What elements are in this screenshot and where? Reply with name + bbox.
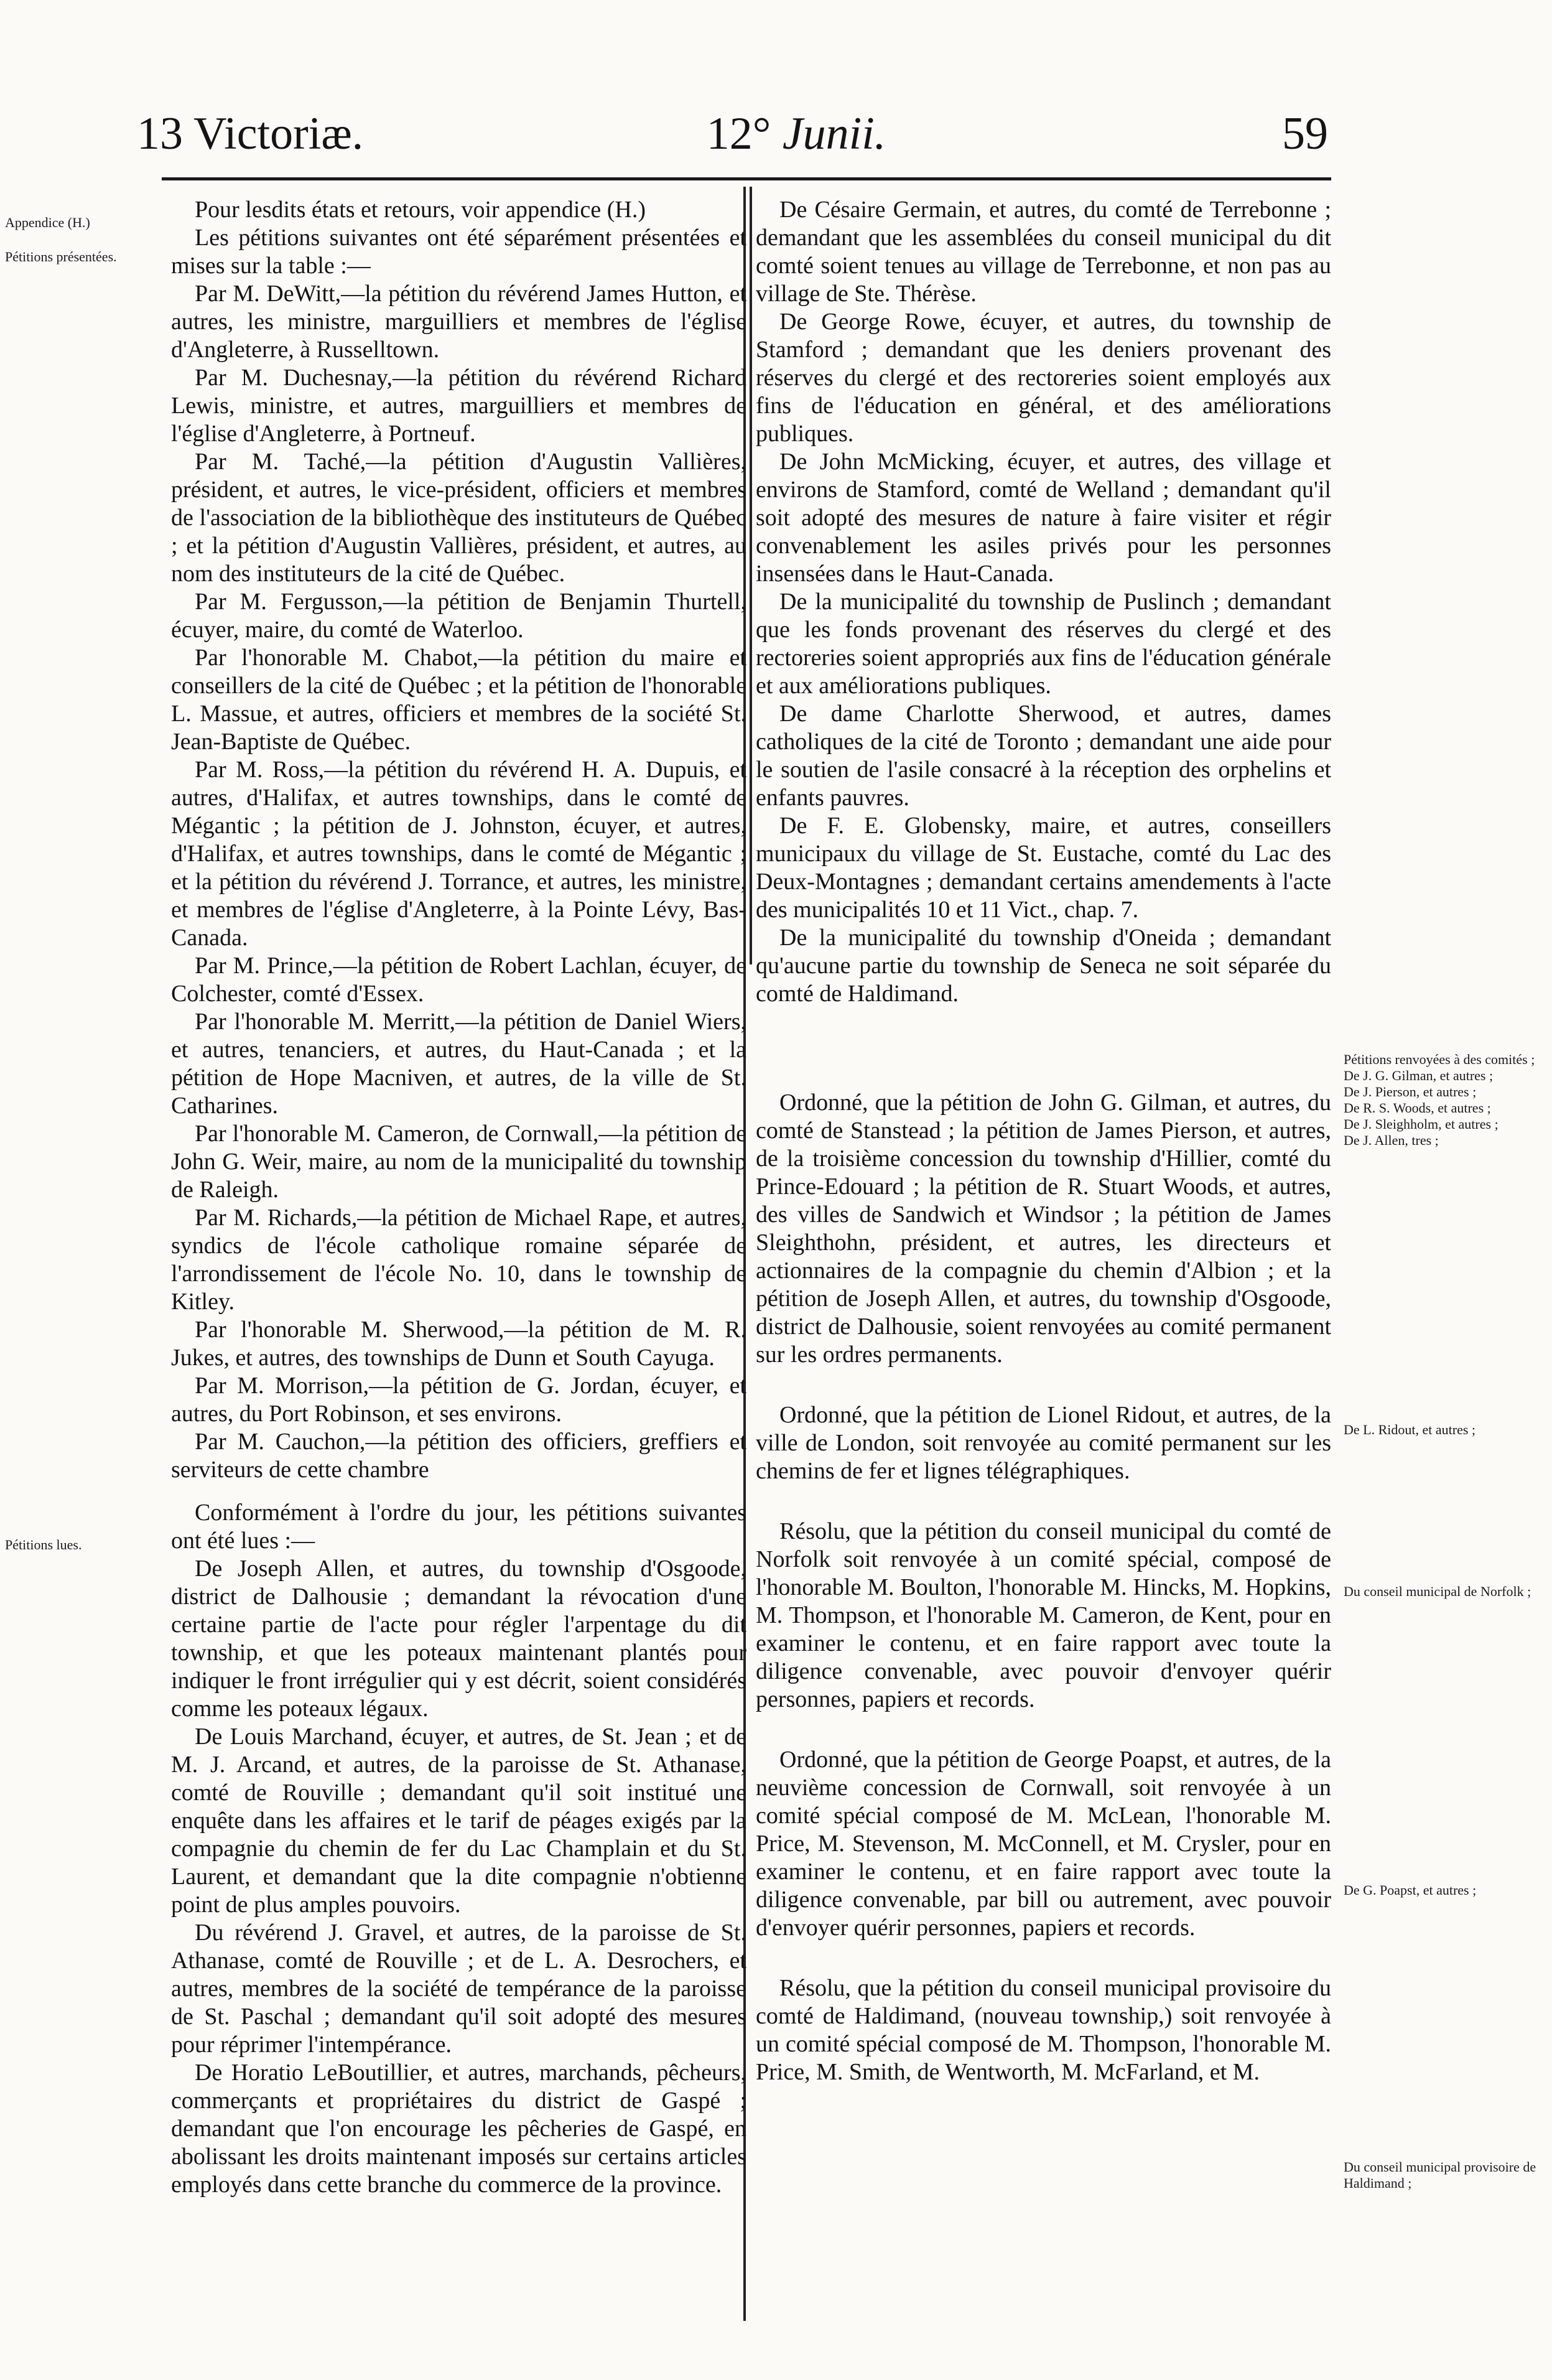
paragraph: Par M. Cauchon,—la pétition des officiers, greffiers et serviteurs de cette chambre — [171, 1429, 746, 1483]
margin-note-renvoyees — [1344, 1052, 1549, 1149]
paragraph: De la municipalité du township de Puslinch ; demandant que les fonds provenant des réserves du clergé et des rectoreries soient appropriés aux fins de l'éducation générale et aux améliorations publiques. — [756, 589, 1331, 699]
paragraph: Par l'honorable M. Merritt,—la pétition de Daniel Wiers, et autres, tenanciers, et autres, du Haut-Canada ; et la pétition de Hope Macniven, et autres, de la ville de St. Catharines. — [171, 1009, 746, 1119]
paragraph: Du révérend J. Gravel, et autres, de la paroisse de St. Athanase, comté de Rouville ; et de L. A. Desrochers, et autres, membres de la société de tempérance de la paroisse de St. Paschal ; demandant qu'il soit adopté des mesures pour réprimer l'intempérance. — [171, 1920, 746, 2058]
margin-note-appendice: Appendice (H.) — [5, 215, 90, 230]
margin-note-poapst: De G. Poapst, et autres ; — [1344, 1882, 1477, 1898]
paragraph: De la municipalité du township d'Oneida ; demandant qu'aucune partie du township de Seneca ne soit séparée du comté de Haldimand. — [756, 925, 1331, 1007]
paragraph: De John McMicking, écuyer, et autres, des village et environs de Stamford, comté de Welland ; demandant qu'il soit adopté des mesures de nature à faire visiter et régir convenablement les asiles privés pour les personnes insensées dans le Haut-Canada. — [756, 449, 1331, 587]
running-head-left: 13 Victoriæ. — [137, 108, 364, 159]
paragraph: Par M. Fergusson,—la pétition de Benjamin Thurtell, écuyer, maire, du comté de Waterloo. — [171, 589, 746, 643]
date-month: Junii. — [782, 108, 886, 159]
paragraph: De Horatio LeBoutillier, et autres, marchands, pêcheurs, commerçants et propriétaires du district de Gaspé ; demandant que l'on encourage les pêcheries de Gaspé, en abolissant les droits maintenant imposés sur certains articles employés dans cette branche du commerce de la province. — [171, 2060, 746, 2198]
paragraph: Conformément à l'ordre du jour, les pétitions suivantes ont été lues :— — [171, 1500, 746, 1554]
paragraph: De dame Charlotte Sherwood, et autres, dames catholiques de la cité de Toronto ; demandant une aide pour le soutien de l'asile consacré à la réception des orphelins et enfants pauvres. — [756, 701, 1331, 811]
paragraph: Par M. Prince,—la pétition de Robert Lachlan, écuyer, de Colchester, comté d'Essex. — [171, 953, 746, 1007]
paragraph: Ordonné, que la pétition de Lionel Ridout, et autres, de la ville de London, soit renvoyée au comité permanent sur les chemins de fer et lignes télégraphiques. — [756, 1402, 1331, 1484]
margin-note-line: De J. Allen, tres ; — [1344, 1132, 1439, 1148]
paragraph: Par l'honorable M. Cameron, de Cornwall,—la pétition de John G. Weir, maire, au nom de la municipalité du township de Raleigh. — [171, 1121, 746, 1203]
paragraph: Résolu, que la pétition du conseil municipal provisoire du comté de Haldimand, (nouveau township,) soit renvoyée à un comité spécial composé de M. Thompson, l'honorable M. Price, M. Smith, de Wentworth, M. McFarland, et M. — [756, 1975, 1331, 2085]
paragraph: Par M. Taché,—la pétition d'Augustin Vallières, président, et autres, le vice-président, officiers et membres de l'association de la bibliothèque des instituteurs de Québec ; et la pétition d'Augustin Vallières, président, et autres, au nom des instituteurs de la cité de Québec. — [171, 449, 746, 587]
margin-note-line: De J. G. Gilman, et autres ; — [1344, 1068, 1494, 1083]
paragraph: Les pétitions suivantes ont été séparément présentées et mises sur la table :— — [171, 225, 746, 279]
paragraph: De Joseph Allen, et autres, du township d'Osgoode, district de Dalhousie ; demandant la révocation d'une certaine partie de l'acte pour régler l'arpentage du dit township, et que les poteaux maintenant plantés pour indiquer le front irrégulier qui y est décrit, soient considérés comme les poteaux légaux. — [171, 1556, 746, 1722]
paragraph: Par l'honorable M. Sherwood,—la pétition de M. R. Jukes, et autres, des townships de Dunn et South Cayuga. — [171, 1317, 746, 1371]
paragraph: Pour lesdits états et retours, voir appendice (H.) — [195, 197, 646, 223]
paragraph: Par M. DeWitt,—la pétition du révérend James Hutton, et autres, les ministre, marguilliers et membres de l'église d'Angleterre, à Russelltown. — [171, 281, 746, 363]
margin-note-line: De J. Pierson, et autres ; — [1344, 1084, 1477, 1099]
paragraph: Ordonné, que la pétition de John G. Gilman, et autres, du comté de Stanstead ; la pétition de James Pierson, et autres, de la troisième concession du township d'Hillier, comté du Prince-Edouard ; la pétition de R. Stuart Woods, et autres, des villes de Sandwich et Windsor ; la pétition de James Sleighthohn, président, et autres, les directeurs et actionnaires de la compagnie du chemin d'Albion ; et la pétition de Joseph Allen, et autres, du township d'Osgoode, district de Dalhousie, soient renvoyées au comité permanent sur les ordres permanents. — [756, 1090, 1331, 1368]
margin-note-ridout: De L. Ridout, et autres ; — [1344, 1422, 1476, 1437]
paragraph: De Césaire Germain, et autres, du comté de Terrebonne ; demandant que les assemblées du conseil municipal du dit comté soient tenues au village de Terrebonne, et non pas au village de Ste. Thérèse. — [756, 197, 1331, 307]
date-day: 12° — [706, 108, 771, 159]
paragraph: Par M. Morrison,—la pétition de G. Jordan, écuyer, et autres, du Port Robinson, et ses environs. — [171, 1373, 746, 1427]
right-column — [756, 196, 1331, 2086]
paragraph: De Louis Marchand, écuyer, et autres, de St. Jean ; et de M. J. Arcand, et autres, de la paroisse de St. Athanase, comté de Rouville ; demandant qu'il soit institué une enquête dans les affaires et le tarif de péages exigés par la compagnie du chemin de fer du Lac Champlain et du St. Laurent, et demandant que la dite compagnie n'obtienne point de plus amples pouvoirs. — [171, 1724, 746, 1918]
column-divider-double — [750, 187, 752, 964]
margin-note-petitions-presentees: Pétitions présentées. — [5, 249, 117, 264]
margin-note-line: De J. Sleighholm, et autres ; — [1344, 1116, 1499, 1132]
paragraph: Par M. Duchesnay,—la pétition du révérend Richard Lewis, ministre, et autres, marguilliers et membres de l'église d'Angleterre, à Portneuf. — [171, 365, 746, 447]
header-rule — [162, 177, 1331, 180]
paragraph: Par l'honorable M. Chabot,—la pétition du maire et conseillers de la cité de Québec ; et la pétition de l'honorable L. Massue, et autres, officiers et membres de la société St. Jean-Baptiste de Québec. — [171, 645, 746, 755]
paragraph: De F. E. Globensky, maire, et autres, conseillers municipaux du village de St. Eustache, comté du Lac des Deux-Montagnes ; demandant certains amendements à l'acte des municipalités 10 et 11 Vict., chap. 7. — [756, 813, 1331, 923]
margin-note-norfolk: Du conseil municipal de Norfolk ; — [1344, 1584, 1531, 1599]
paragraph: Ordonné, que la pétition de George Poapst, et autres, de la neuvième concession de Cornwall, soit renvoyée à un comité spécial composé de M. McLean, l'honorable M. Price, M. Stevenson, M. McConnell, et M. Crysler, pour en examiner le contenu, et en faire rapport avec toute la diligence convenable, par bill ou autrement, avec pouvoir d'envoyer quérir personnes, papiers et records. — [756, 1747, 1331, 1941]
page-number: 59 — [1282, 108, 1328, 159]
margin-note-line: De R. S. Woods, et autres ; — [1344, 1100, 1491, 1116]
paragraph: Par M. Richards,—la pétition de Michael Rape, et autres, syndics de l'école catholique romaine séparée de l'arrondissement de l'école No. 10, dans le township de Kitley. — [171, 1205, 746, 1315]
margin-note-petitions-lues: Pétitions lues. — [5, 1537, 82, 1552]
left-column — [171, 196, 746, 2343]
paragraph: De George Rowe, écuyer, et autres, du township de Stamford ; demandant que les deniers provenant des réserves du clergé et des rectoreries soient employés aux fins de l'éducation en général, et des améliorations publiques. — [756, 309, 1331, 447]
margin-note-haldimand: Du conseil municipal provisoire de Haldimand ; — [1344, 2159, 1536, 2191]
running-head-date — [622, 108, 970, 159]
paragraph: Résolu, que la pétition du conseil municipal du comté de Norfolk soit renvoyée à un comité spécial, composé de l'honorable M. Boulton, l'honorable M. Hincks, M. Hopkins, M. Thompson, et l'honorable M. Cameron, de Kent, pour en examiner le contenu, et en faire rapport avec toute la diligence convenable, avec pouvoir d'envoyer quérir personnes, papiers et records. — [756, 1518, 1331, 1712]
paragraph: Par M. Ross,—la pétition du révérend H. A. Dupuis, et autres, d'Halifax, et autres townships, dans le comté de Mégantic ; la pétition de J. Johnston, écuyer, et autres, d'Halifax, et autres townships, dans le comté de Mégantic ; et la pétition du révérend J. Torrance, et autres, les ministre, et membres de l'église d'Angleterre, à la Pointe Lévy, Bas-Canada. — [171, 757, 746, 951]
margin-note-line: Pétitions renvoyées à des comités ; — [1344, 1052, 1535, 1067]
